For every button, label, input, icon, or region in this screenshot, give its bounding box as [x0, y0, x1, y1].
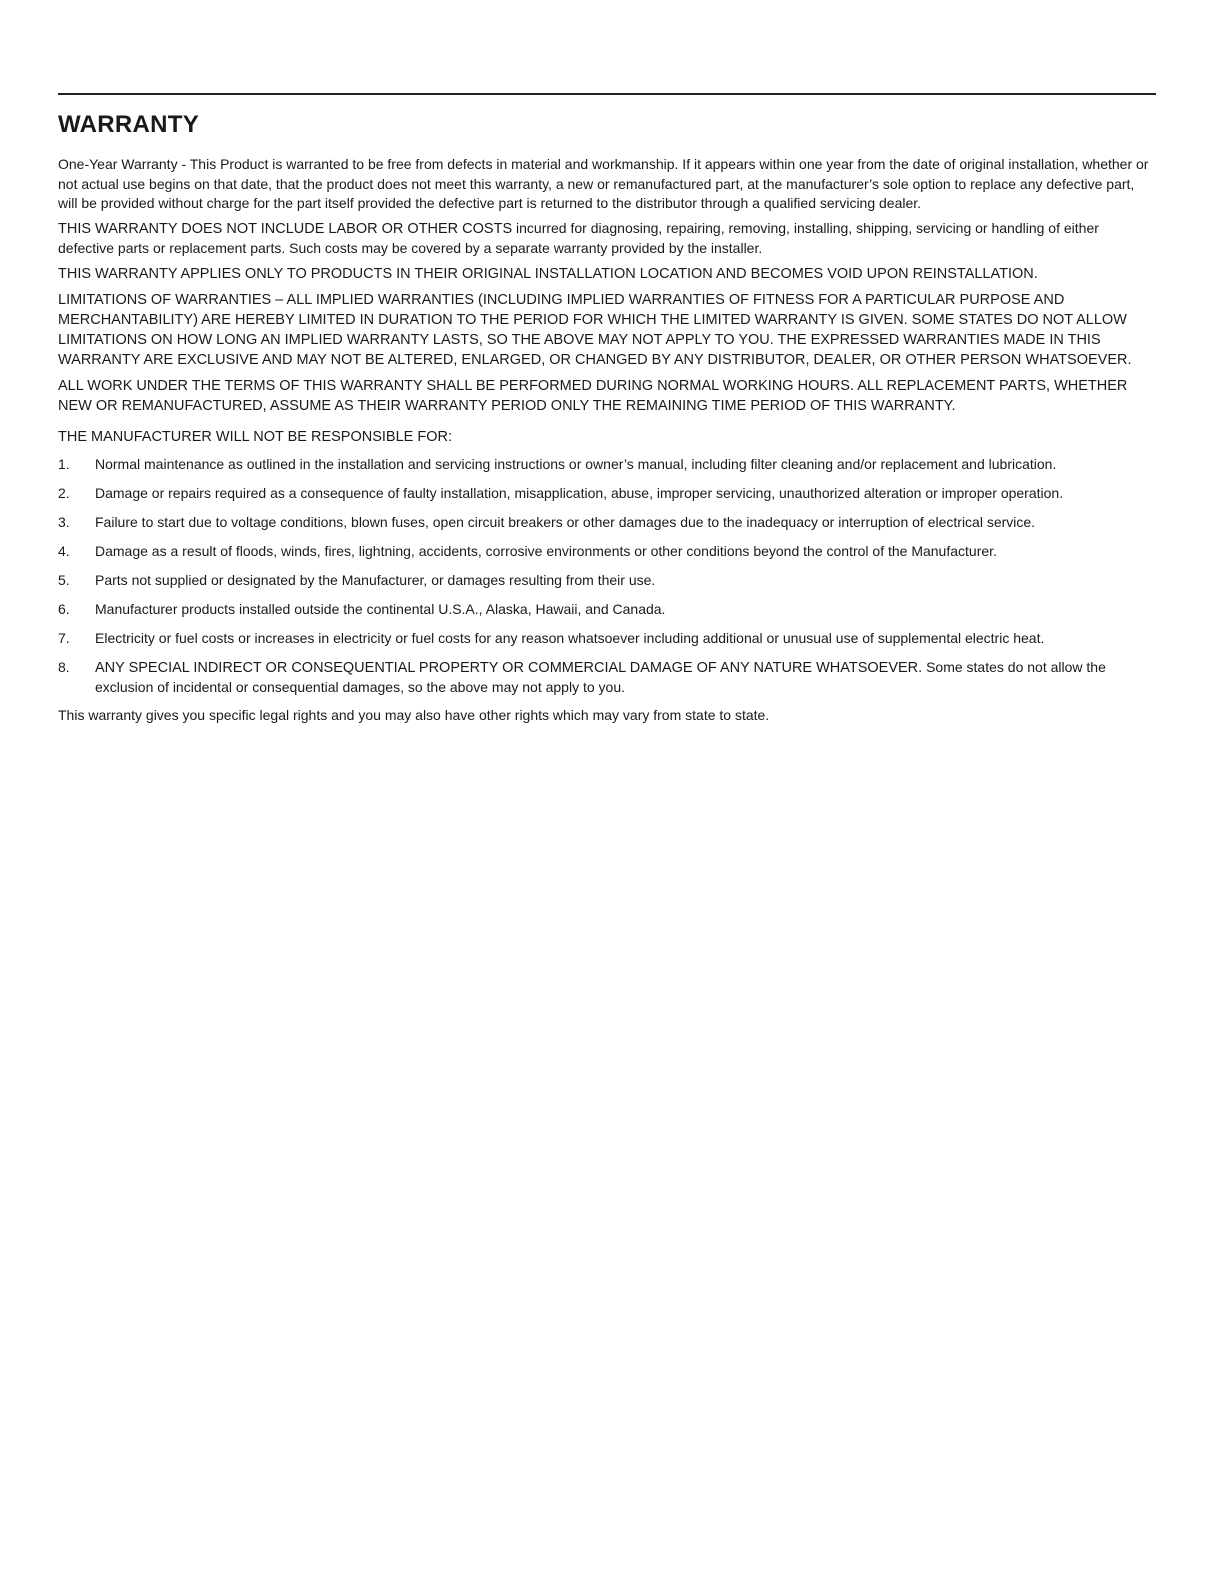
- list-item-number: 4.: [58, 543, 70, 559]
- list-item-number: 8.: [58, 659, 70, 675]
- list-item: [58, 542, 1156, 562]
- list-item-text: Manufacturer products installed outside the continental U.S.A., Alaska, Hawaii, and Canada.: [95, 601, 666, 617]
- closing-statement: This warranty gives you specific legal rights and you may also have other rights which may vary from state to state.: [58, 707, 770, 723]
- list-item-text: Damage as a result of floods, winds, fires, lightning, accidents, corrosive environments or other conditions beyond the control of the Manufacturer.: [95, 543, 997, 559]
- list-item-text: Failure to start due to voltage conditions, blown fuses, open circuit breakers or other damages due to the inadequacy or interruption of electrical service.: [95, 514, 1036, 530]
- list-item-number: 7.: [58, 630, 70, 646]
- list-item-number: 5.: [58, 572, 70, 588]
- exclusions-list: [58, 455, 1156, 697]
- warranty-paragraph-labor-costs: THIS WARRANTY DOES NOT INCLUDE LABOR OR OTHER COSTS incurred for diagnosing, repairing, removing, installing, shipping, servicing or handling of either defective parts or replacement parts. Such costs may be covered by a separate warranty provided by the installer.: [58, 220, 1099, 256]
- list-item: [58, 513, 1156, 533]
- page-title: WARRANTY: [58, 111, 200, 138]
- list-item-text: Electricity or fuel costs or increases in electricity or fuel costs for any reason whatsoever including additional or unusual use of supplemental electric heat.: [95, 630, 1045, 646]
- list-item-number: 3.: [58, 514, 70, 530]
- warranty-paragraph-work-hours: ALL WORK UNDER THE TERMS OF THIS WARRANTY SHALL BE PERFORMED DURING NORMAL WORKING HOURS. ALL REPLACEMENT PARTS, WHETHER NEW OR REMANUFACTURED, ASSUME AS THEIR WARRANTY PERIOD ONLY THE REMAINING TIME PERIOD OF THIS WARRANTY.: [58, 378, 1128, 414]
- list-item-number: 2.: [58, 485, 70, 501]
- list-item: [58, 600, 1156, 620]
- list-item: [58, 455, 1156, 475]
- warranty-paragraph-limitations: LIMITATIONS OF WARRANTIES – ALL IMPLIED WARRANTIES (INCLUDING IMPLIED WARRANTIES OF FITNESS FOR A PARTICULAR PURPOSE AND MERCHANTABILITY) ARE HEREBY LIMITED IN DURATION TO THE PERIOD FOR WHICH THE LIMITED WARRANTY IS GIVEN. SOME STATES DO NOT ALLOW LIMITATIONS ON HOW LONG AN IMPLIED WARRANTY LASTS, SO THE ABOVE MAY NOT APPLY TO YOU. THE EXPRESSED WARRANTIES MADE IN THIS WARRANTY ARE EXCLUSIVE AND MAY NOT BE ALTERED, ENLARGED, OR CHANGED BY ANY DISTRIBUTOR, DEALER, OR OTHER PERSON WHATSOEVER.: [58, 292, 1132, 368]
- warranty-paragraph-one-year: One-Year Warranty - This Product is warranted to be free from defects in material and workmanship. If it appears within one year from the date of original installation, whether or not actual use begins on that date, that the product does not meet this warranty, a new or remanufactured part, at the manufacturer’s sole option to replace any defective part, will be provided without charge for the part itself provided the defective part is returned to the distributor through a qualified servicing dealer.: [58, 156, 1149, 211]
- list-item: [58, 629, 1156, 649]
- list-item-text: ANY SPECIAL INDIRECT OR CONSEQUENTIAL PROPERTY OR COMMERCIAL DAMAGE OF ANY NATURE WHATSOEVER. Some states do not allow the exclusion of incidental or consequential damages, so the above may not apply to you.: [95, 659, 1106, 695]
- list-item: [58, 658, 1156, 697]
- list-item-text: Parts not supplied or designated by the Manufacturer, or damages resulting from their use.: [95, 572, 656, 588]
- list-item-text: Damage or repairs required as a consequence of faulty installation, misapplication, abuse, improper servicing, unauthorized alteration or improper operation.: [95, 485, 1064, 501]
- warranty-paragraph-original-location: THIS WARRANTY APPLIES ONLY TO PRODUCTS IN THEIR ORIGINAL INSTALLATION LOCATION AND BECOMES VOID UPON REINSTALLATION.: [58, 266, 1038, 282]
- list-item: [58, 571, 1156, 591]
- warranty-page: [58, 93, 1156, 725]
- exclusions-heading: THE MANUFACTURER WILL NOT BE RESPONSIBLE FOR:: [58, 429, 452, 445]
- list-item-number: 1.: [58, 456, 70, 472]
- list-item-text: Normal maintenance as outlined in the installation and servicing instructions or owner’s manual, including filter cleaning and/or replacement and lubrication.: [95, 456, 1057, 472]
- list-item-number: 6.: [58, 601, 70, 617]
- top-rule-divider: [58, 93, 1156, 95]
- list-item: [58, 484, 1156, 504]
